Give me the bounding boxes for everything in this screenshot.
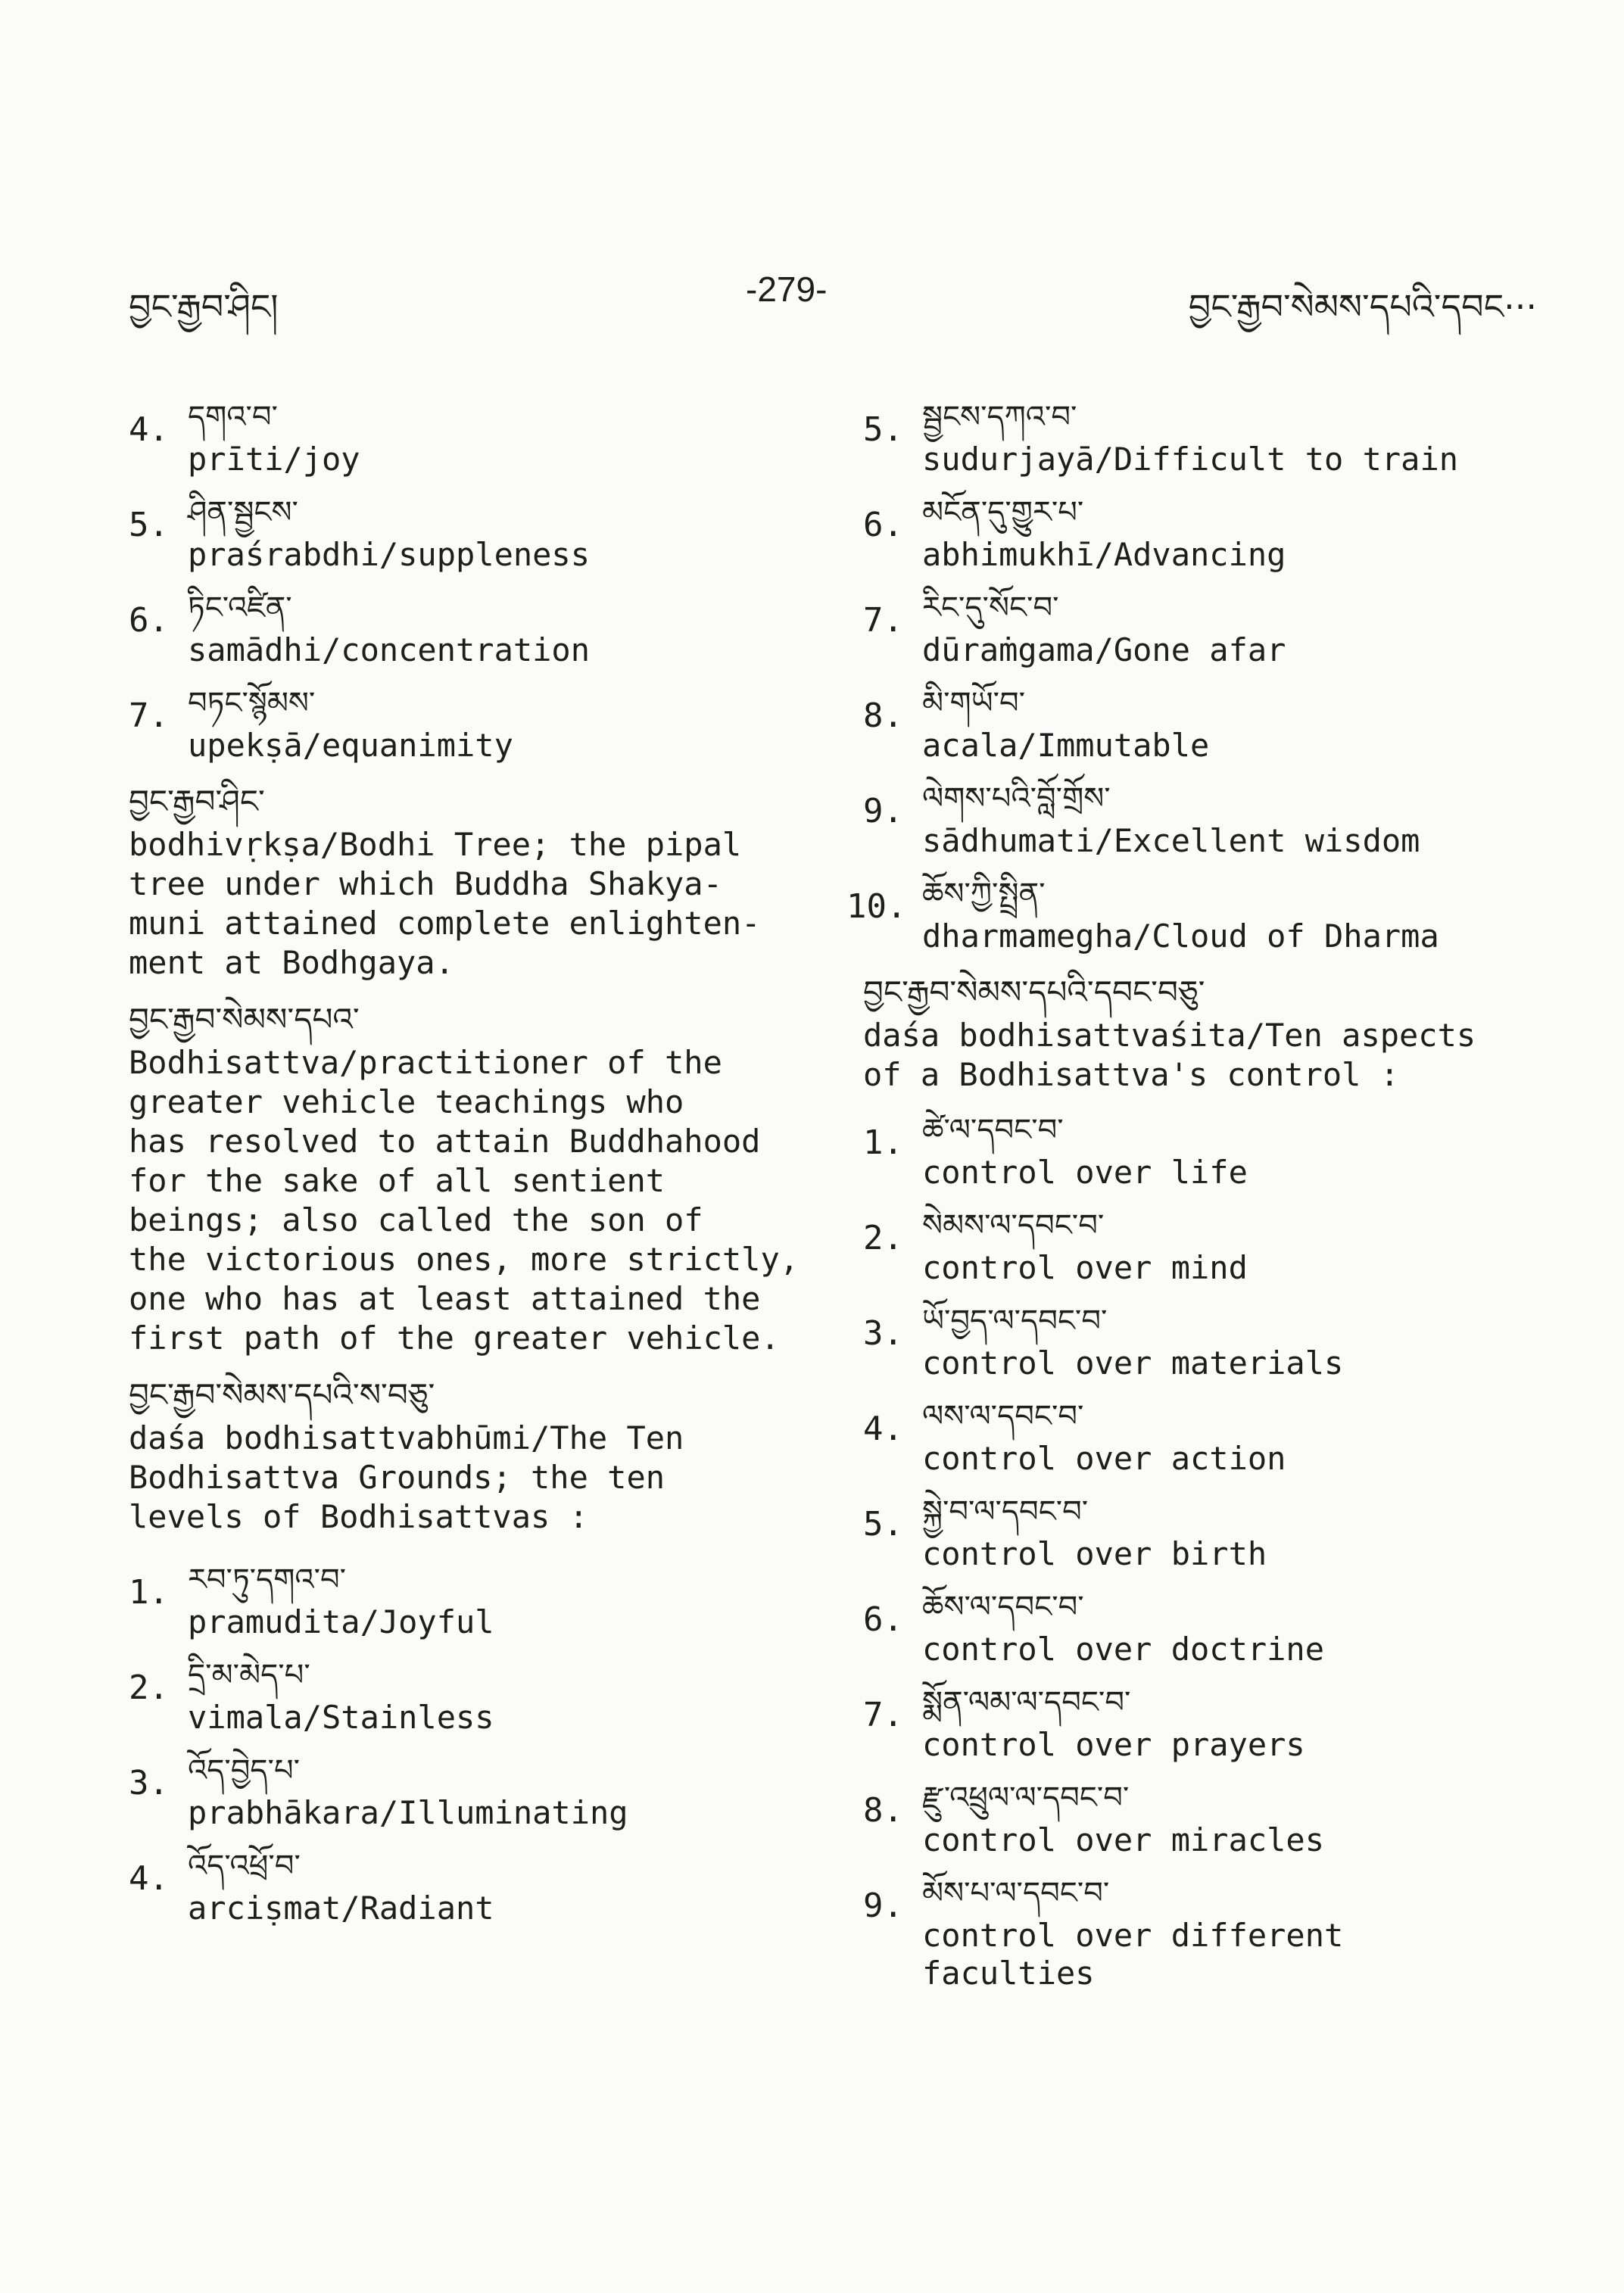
item-number: 1.: [863, 1123, 903, 1162]
list-item: [863, 1393, 1545, 1478]
definition-line: has resolved to attain Buddhahood: [129, 1123, 761, 1160]
translation: pramudita/Joyful: [188, 1603, 494, 1640]
item-number: 4.: [129, 1859, 169, 1898]
translation: control over doctrine: [922, 1631, 1325, 1668]
tibetan-term: ལེགས་པའི་བློ་གྲོས་: [922, 781, 1111, 816]
item-number: 10.: [846, 887, 907, 926]
list-item: [846, 871, 1545, 955]
tibetan-term: དྲི་མ་མེད་པ་: [188, 1658, 310, 1693]
translation: praśrabdhi/suppleness: [188, 536, 591, 573]
translation: control over prayers: [922, 1726, 1305, 1763]
list-item: [863, 1584, 1545, 1668]
list-controls: [863, 1107, 1545, 1992]
list-item: [863, 584, 1545, 669]
item-number: 6.: [863, 506, 903, 544]
definition-line: Bodhisattva/practitioner of the: [129, 1044, 722, 1081]
list-item: [863, 1679, 1545, 1764]
definition-line: daśa bodhisattvaśita/Ten aspects: [863, 1017, 1476, 1054]
list-item: [129, 1556, 833, 1641]
item-number: 9.: [863, 792, 903, 830]
list-item: [863, 1107, 1545, 1192]
definition-line: tree under which Buddha Shakya-: [129, 865, 722, 902]
item-number: 3.: [863, 1314, 903, 1353]
definition-line: bodhivṛkṣa/Bodhi Tree; the pipal: [129, 826, 742, 863]
page-number: -279-: [746, 269, 828, 309]
tibetan-term: མངོན་དུ་གྱུར་པ་: [922, 495, 1084, 530]
running-head-left: བྱང་རྒྱབ་ཤིང།: [129, 286, 279, 327]
translation: samādhi/concentration: [188, 631, 591, 668]
item-number: 5.: [863, 410, 903, 449]
translation: control over different: [922, 1917, 1344, 1954]
translation-continued: faculties: [922, 1955, 1095, 1992]
translation: prīti/joy: [188, 441, 360, 478]
tibetan-term: འོད་བྱེད་པ་: [188, 1753, 300, 1788]
definition-line: levels of Bodhisattvas :: [129, 1498, 588, 1535]
tibetan-term: ཡོ་བྱད་ལ་དབང་བ་: [922, 1304, 1108, 1338]
item-number: 5.: [863, 1505, 903, 1544]
definition-line: for the sake of all sentient: [129, 1162, 665, 1199]
list-item: [129, 1843, 833, 1927]
tibetan-term: རྫུ་འཕྲུལ་ལ་དབང་བ་: [922, 1781, 1130, 1815]
list-item: [129, 394, 833, 478]
translation: sādhumati/Excellent wisdom: [922, 822, 1420, 859]
headword: བྱང་རྒྱབ་སེམས་དཔའི་དབང་བཅུ་: [863, 974, 1205, 1011]
tibetan-term: མོས་པ་ལ་དབང་བ་: [922, 1876, 1110, 1911]
tibetan-term: མི་གཡོ་བ་: [922, 686, 1026, 721]
tibetan-term: སྐྱེ་བ་ལ་དབང་བ་: [922, 1494, 1089, 1529]
item-number: 7.: [863, 1696, 903, 1734]
tibetan-term: རིང་དུ་སོང་བ་: [922, 590, 1059, 625]
definition-line: ment at Bodhgaya.: [129, 944, 454, 981]
list-item: [863, 394, 1545, 478]
list-item: [863, 775, 1545, 860]
item-number: 3.: [129, 1764, 169, 1802]
item-number: 2.: [863, 1219, 903, 1257]
definition-line: first path of the greater vehicle.: [129, 1319, 780, 1357]
item-number: 1.: [129, 1573, 169, 1612]
translation: acala/Immutable: [922, 727, 1210, 764]
list-item: [129, 1652, 833, 1737]
list-item: [129, 680, 833, 765]
definition-line: beings; also called the son of: [129, 1201, 703, 1238]
list-item: [863, 680, 1545, 765]
definition-line: Bodhisattva Grounds; the ten: [129, 1459, 665, 1496]
definition-line: the victorious ones, more strictly,: [129, 1241, 800, 1278]
item-number: 7.: [863, 601, 903, 640]
item-number: 2.: [129, 1668, 169, 1707]
list-grounds-5-10: [846, 394, 1545, 955]
translation: dharmamegha/Cloud of Dharma: [922, 918, 1439, 955]
definition-line: of a Bodhisattva's control :: [863, 1056, 1400, 1093]
translation: control over miracles: [922, 1821, 1325, 1858]
tibetan-term: སྨོན་ལམ་ལ་དབང་བ་: [922, 1685, 1131, 1720]
list-item: [129, 489, 833, 574]
tibetan-term: ལས་ལ་དབང་བ་: [922, 1399, 1084, 1434]
item-number: 9.: [863, 1886, 903, 1925]
item-number: 6.: [129, 601, 169, 640]
translation: control over action: [922, 1440, 1286, 1477]
tibetan-term: འོད་འཕྲོ་བ་: [188, 1849, 301, 1883]
definition-line: greater vehicle teachings who: [129, 1083, 684, 1120]
list-item: [129, 1747, 833, 1832]
translation: abhimukhī/Advancing: [922, 536, 1286, 573]
list-grounds-1-4: [129, 1556, 833, 1927]
tibetan-term: ཆོས་ཀྱི་སྤྲིན་: [922, 877, 1046, 911]
headword: བྱང་རྒྱབ་སེམས་དཔའི་ས་བཅུ་: [129, 1376, 435, 1413]
definition-line: one who has at least attained the: [129, 1280, 761, 1317]
tibetan-term: སེམས་ལ་དབང་བ་: [922, 1208, 1105, 1243]
tibetan-term: དགའ་བ་: [188, 400, 278, 435]
tibetan-term: བཏང་སྙོམས་: [188, 686, 316, 721]
right-column: [846, 394, 1545, 2003]
translation: dūraṁgama/Gone afar: [922, 631, 1286, 668]
item-number: 7.: [129, 696, 169, 735]
item-number: 5.: [129, 506, 169, 544]
translation: control over birth: [922, 1535, 1267, 1572]
item-number: 4.: [129, 410, 169, 449]
entry-bodhisattva: [129, 996, 833, 1358]
definition-line: daśa bodhisattvabhūmi/The Ten: [129, 1419, 684, 1456]
list-enlightenment-factors: [129, 394, 833, 765]
tibetan-term: སྦྱངས་དཀའ་བ་: [922, 400, 1077, 435]
item-number: 8.: [863, 1791, 903, 1830]
headword: བྱང་རྒྱབ་སེམས་དཔའ་: [129, 1001, 360, 1038]
translation: arciṣmat/Radiant: [188, 1890, 494, 1927]
tibetan-term: རབ་ཏུ་དགའ་བ་: [188, 1562, 347, 1597]
list-item: [863, 489, 1545, 574]
entry-ten-grounds: [129, 1372, 833, 1537]
list-item: [863, 1202, 1545, 1287]
translation: control over materials: [922, 1344, 1344, 1382]
list-item: [863, 1870, 1545, 1992]
tibetan-term: ཚེ་ལ་དབང་བ་: [922, 1113, 1064, 1148]
entry-ten-controls: [863, 969, 1545, 1095]
left-column: [129, 394, 833, 1938]
translation: sudurjayā/Difficult to train: [922, 441, 1459, 478]
translation: control over mind: [922, 1249, 1248, 1286]
tibetan-term: ཆོས་ལ་དབང་བ་: [922, 1590, 1084, 1625]
item-number: 6.: [863, 1600, 903, 1639]
list-item: [863, 1298, 1545, 1382]
running-head-right: བྱང་རྒྱབ་སེམས་དཔའི་དབང···: [1188, 286, 1537, 327]
translation: vimala/Stainless: [188, 1699, 494, 1736]
list-item: [863, 1488, 1545, 1573]
tibetan-term: ཏིང་འཛིན་: [188, 590, 292, 625]
translation: control over life: [922, 1154, 1248, 1191]
tibetan-term: ཤིན་སྦྱངས་: [188, 495, 298, 530]
translation: upekṣā/equanimity: [188, 727, 513, 764]
item-number: 4.: [863, 1410, 903, 1448]
entry-bodhi-tree: [129, 778, 833, 983]
list-item: [863, 1774, 1545, 1859]
headword: བྱང་རྒྱབ་ཤིང་: [129, 783, 265, 820]
item-number: 8.: [863, 696, 903, 735]
list-item: [129, 584, 833, 669]
translation: prabhākara/Illuminating: [188, 1794, 628, 1831]
definition-line: muni attained complete enlighten-: [129, 905, 761, 942]
